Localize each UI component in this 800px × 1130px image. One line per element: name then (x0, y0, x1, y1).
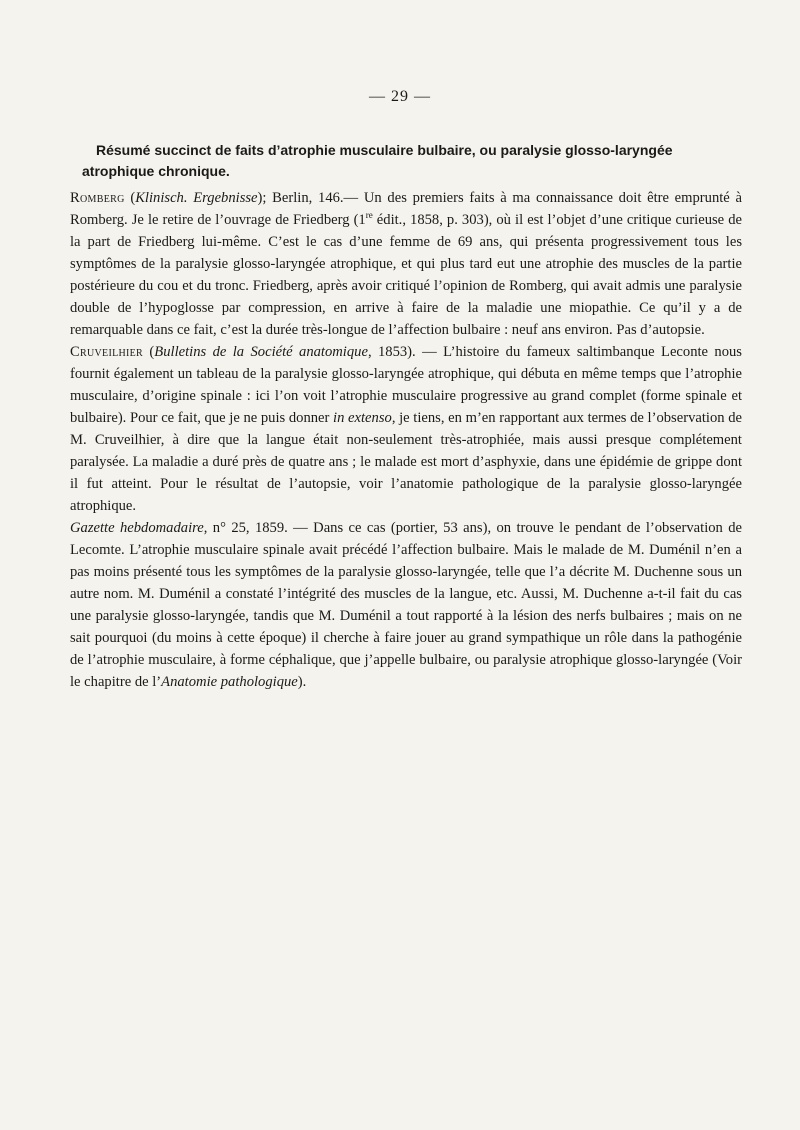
paragraph-text: édit., 1858, p. 303), où il est l’objet d’une critique curieuse de la part de Friedberg lui-même. C’est le cas d’une femme de 69 ans, qui présenta progressivement tous les symptômes de la paralysie glosso-laryngée atrophique, et qui plus tard eut une atrophie des muscles de la partie postérieure du cou et du tronc. Friedberg, après avoir critiqué l’opinion de Romberg, qui avait admis une paralysie double de l’hypoglosse par compression, en arrive à faire de la maladie une miopathie. Ce qu’il y a de remarquable dans ce fait, c’est la durée très-longue de l’affection bulbaire : neuf ans environ. Pas d’autopsie. (70, 212, 742, 338)
italic-phrase: in extenso (333, 410, 392, 426)
paragraph-gazette (70, 517, 742, 693)
author-name: Cruveilhier (70, 344, 144, 360)
paragraph-text: ; Berlin, 146.— Un des premiers faits à ma connaissance doit être emprunté à Romberg. Je le retire de l’ouvrage de Friedberg (1 (70, 190, 742, 228)
italic-phrase: Anatomie pathologique (161, 674, 298, 690)
section-heading: Résumé succinct de faits d’atrophie musculaire bulbaire, ou paralysie glosso-laryngée atrophique chronique. (82, 142, 673, 179)
paragraph-text: ). (297, 674, 307, 690)
source-title: Bulletins de la Société anatomique (154, 344, 368, 360)
page-number: — 29 — (369, 88, 431, 105)
paragraph-text: , je tiens, en m’en rapportant aux termes de l’observation de M. Cruveilhier, à dire que la langue était non-seulement très-atrophiée, mais aussi presque complétement paralysée. La maladie a duré près de quatre ans ; le malade est mort d’asphyxie, dans une épidémie de grippe dont il fut atteint. Pour le résultat de l’autopsie, voir l’anatomie pathologique de la paralysie glosso-laryngée atrophique. (70, 410, 742, 514)
source-title: Gazette hebdomadaire (70, 520, 204, 536)
paragraph-romberg: Romberg (Klinisch. Ergebnisse); Berlin, 146.— Un des premiers faits à ma connaissance doit être emprunté à Romberg. Je le retire de l’ouvrage de Friedberg (1re édit., 1858, p. 303), où il est l’objet d’une critique curieuse de la part de Friedberg lui-même. C’est le cas d’une femme de 69 ans, qui présenta progressivement tous les symptômes de la paralysie glosso-laryngée atrophique, et qui plus tard eut une atrophie des muscles de la partie postérieure du cou et du tronc. Friedberg, après avoir critiqué l’opinion de Romberg, qui avait admis une paralysie double de l’hypoglosse par compression, en arrive à faire de la maladie une miopathie. Ce qu’il y a de remarquable dans ce fait, c’est la durée très-longue de l’affection bulbaire : neuf ans environ. Pas d’autopsie. (70, 190, 742, 338)
author-name: Romberg (70, 190, 125, 206)
body-text (70, 187, 742, 693)
source-title: Klinisch. Ergebnisse (135, 190, 258, 206)
paragraph-text: , 1853). — L’histoire du fameux saltimbanque Leconte nous fournit également un tableau de la paralysie glosso-laryngée atrophique, qui débuta en même temps que l’atrophie musculaire, d’origine spinale : ici l’on voit l’atrophie musculaire progressive au grand complet (forme spinale et bulbaire). Pour ce fait, que je ne puis donner (70, 344, 742, 426)
superscript: re (365, 210, 373, 221)
paragraph-text: , n° 25, 1859. — Dans ce cas (portier, 53 ans), on trouve le pendant de l’observation de Lecomte. L’atrophie musculaire spinale avait précédé l’affection bulbaire. Mais le malade de M. Duménil n’en a pas moins présenté tous les symptômes de la paralysie glosso-laryngée, telle que l’a décrite M. Duchenne sous un autre nom. M. Duménil a constaté l’intégrité des muscles de la langue, etc. Aussi, M. Duchenne a-t-il fait du cas une paralysie glosso-laryngée, tandis que M. Duménil a tout rapporté à la lésion des nerfs bulbaires ; mais on ne sait pourquoi (du moins à cette époque) il cherche à faire jouer au grand sympathique un rôle dans la pathogénie de l’atrophie musculaire, à forme céphalique, que j’appelle bulbaire, ou paralysie atrophique glosso-laryngée (Voir le chapitre de l’ (70, 520, 743, 690)
paragraph-cruveilhier: Cruveilhier (Bulletins de la Société anatomique, 1853). — L’histoire du fameux saltimbanque Leconte nous fournit également un tableau de la paralysie glosso-laryngée atrophique, qui débuta en même temps que l’atrophie musculaire, d’origine spinale : ici l’on voit l’atrophie musculaire progressive au grand complet (forme spinale et bulbaire). Pour ce fait, que je ne puis donner in extenso, je tiens, en m’en rapportant aux termes de l’observation de M. Cruveilhier, à dire que la langue était non-seulement très-atrophiée, mais aussi presque complétement paralysée. La maladie a duré près de quatre ans ; le malade est mort d’asphyxie, dans une épidémie de grippe dont il fut atteint. Pour le résultat de l’autopsie, voir l’anatomie pathologique de la paralysie glosso-laryngée atrophique. (70, 344, 742, 514)
